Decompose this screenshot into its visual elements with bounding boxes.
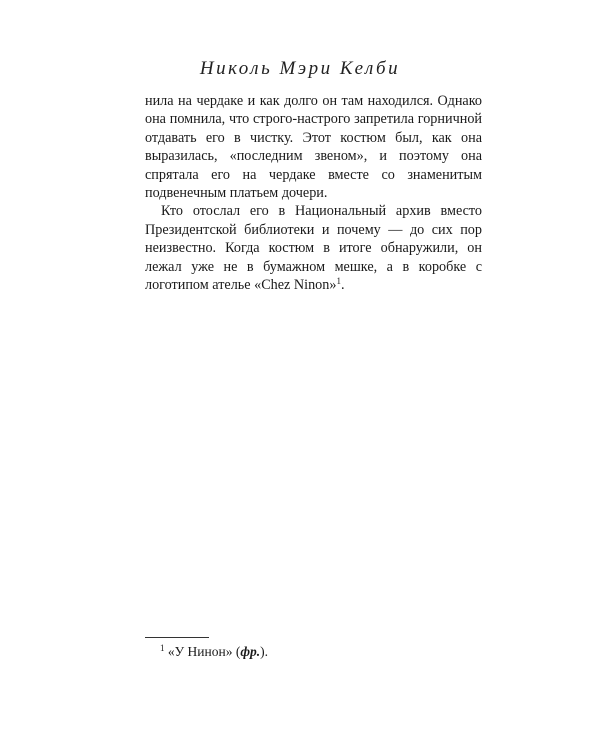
- footnote: [160, 644, 268, 660]
- footnote-text: «У Нинон»: [167, 644, 233, 659]
- footnote-marker: 1: [160, 643, 165, 653]
- footnote-open-paren: (: [235, 644, 241, 659]
- footnote-divider: [145, 637, 209, 638]
- footnote-language: фр.: [240, 644, 261, 659]
- paragraph-2-text: Кто отослал его в Национальный архив вместо Президентской библиотеки и почему — до сих пор неизвестно. Когда костюм в итоге обнаружили, он лежал уже не в бумажном мешке, а в коробке с логотипом ателье «Chez Ninon»: [145, 203, 482, 294]
- paragraph-1: нила на чердаке и как долго он там находился. Однако она помнила, что строго-настрого запретила горничной отдавать его в чистку. Этот костюм был, как она выразилась, «последним звеном», и поэтому она спрятала его на чердаке вместе со знаменитым подвенечным платьем дочери.: [145, 93, 482, 202]
- running-header: Николь Мэри Келби: [199, 58, 401, 79]
- footnote-reference: 1: [336, 276, 341, 287]
- paragraph-2: Кто отослал его в Национальный архив вместо Президентской библиотеки и почему — до сих пор неизвестно. Когда костюм в итоге обнаружили, он лежал уже не в бумажном мешке, а в коробке с логотипом ателье «Chez Ninon»$^1$.: [145, 203, 482, 294]
- body-text: [145, 92, 482, 294]
- footnote-close: ).: [260, 644, 269, 659]
